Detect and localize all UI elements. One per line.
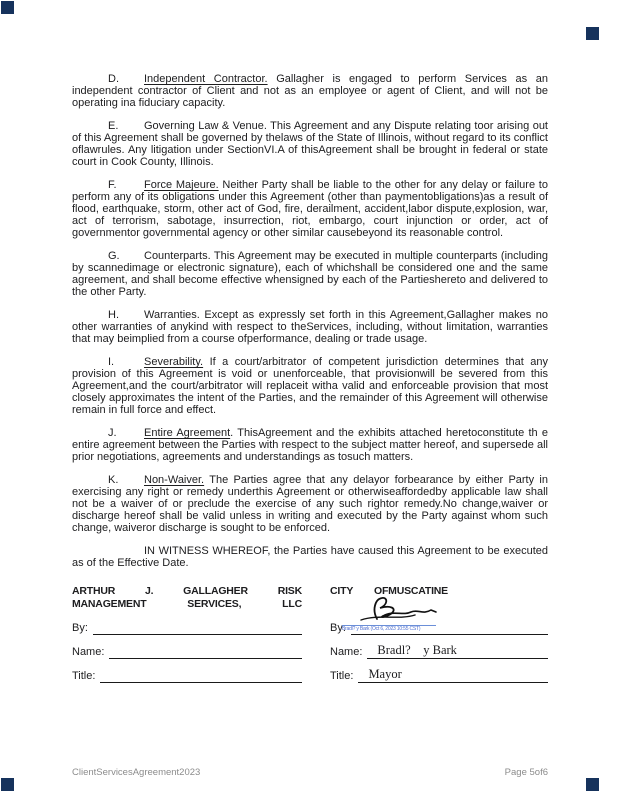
signature-line-by-left: [93, 618, 302, 635]
paragraph-body: If a court/arbitrator of competent jurisdiction determines that any provision of this Agreement is void or unenforceable, that provisionwill be severed from this Agreement,and the court/arbitrator will replaceit witha valid and enforceable provision that most closely approximates the intent of the Parties, and the remainder of this Agreement will otherwise remain in full force and effect.: [72, 356, 548, 416]
page-footer: [72, 767, 548, 778]
signature-line-title-left: [100, 666, 302, 683]
party-name-gallagher: [72, 585, 302, 611]
party-name-line: CITY OFMUSCATINE: [330, 585, 448, 597]
signature-scribble: [347, 595, 439, 625]
paragraph-independent-contractor: [72, 73, 548, 109]
paragraph-letter: K.: [108, 474, 119, 486]
paragraph-letter: I.: [108, 356, 115, 368]
paragraph-entire-agreement: [72, 427, 548, 463]
signature-line-title-right: [358, 666, 548, 683]
title-label: Title:: [330, 670, 354, 682]
paragraph-body: This Agreement may be executed in multiple counterparts (including by scannedimage or electronic signature), each of whichshall be considered one and the same agreement, and shall become effective whensigned by each of the Partieshereto and delivered to the other Party.: [72, 250, 548, 298]
party-name-line: MANAGEMENT SERVICES, LLC: [72, 598, 302, 610]
signature-area: [72, 585, 548, 683]
by-label: By:: [330, 622, 346, 634]
signature-block-gallagher: [72, 585, 302, 683]
paragraph-heading: Warranties.: [144, 309, 200, 321]
paragraph-heading: Force Majeure.: [144, 179, 219, 191]
paragraph-letter: H.: [108, 309, 119, 321]
name-row-right: [330, 635, 548, 659]
title-row-right: [330, 659, 548, 683]
corner-mark-bottom-left: [1, 778, 14, 791]
paragraph-body: Except as expressly set forth in this Agreement,Gallagher makes no other warranties of anykind with respect to theServices, including, without limitation, warranties that may beimplied from a course ofperformance, dealing or trade usage.: [72, 309, 548, 345]
paragraph-letter: G.: [108, 250, 120, 262]
corner-mark-top-left: [1, 1, 14, 14]
paragraph-letter: D.: [108, 73, 119, 85]
paragraph-heading: Non-Waiver.: [144, 474, 205, 486]
corner-mark-top-right: [586, 27, 599, 40]
signature-line-by-right: [341, 618, 548, 635]
esign-stamp-text: Bradl? y Bark (Oct 6, 2023 10:55 CST): [341, 626, 421, 632]
paragraph-body: The Parties agree that any delayor forbearance by either Party in exercising any right or remedy underthis Agreement or otherwiseaffordedby applicable law shall not be a waiver of or preclude the exercise of any such rightor remedy.No change,waiver or discharge hereof shall be valid unless in writing and executed by the Party against whom such change, waiveror discharge is sought to be enforced.: [72, 474, 548, 534]
paragraph-letter: E.: [108, 120, 119, 132]
paragraph-body: Neither Party shall be liable to the other for any delay or failure to perform any of its obligations under this Agreement (other than paymentobligations)as a result of flood, earthquake, storm, other act of God, fire, derailment, accident,labor dispute,explosion, war, act of terrorism, sabotage, insurrection, riot, embargo, court injunction or order, act of governmentor governmental agency or other similar causebeyond its reasonable control.: [72, 179, 548, 239]
corner-mark-bottom-right: [586, 778, 599, 791]
signed-title-text: Mayor: [368, 667, 402, 681]
by-row-right: [330, 611, 548, 635]
paragraph-heading: Governing Law & Venue.: [144, 120, 267, 132]
paragraph-severability: [72, 356, 548, 416]
title-label: Title:: [72, 670, 96, 682]
paragraph-counterparts: [72, 250, 548, 298]
paragraph-governing-law: [72, 120, 548, 168]
paragraph-warranties: [72, 309, 548, 345]
document-body: [72, 73, 548, 683]
by-label: By:: [72, 622, 88, 634]
paragraph-heading: Severability.: [144, 356, 204, 368]
name-label: Name:: [72, 646, 105, 658]
paragraph-body: Gallagher is engaged to perform Services as an independent contractor of Client and not as an employee or agent of Client, and will not be operating ina fiduciary capacity.: [72, 73, 548, 109]
name-label: Name:: [330, 646, 363, 658]
paragraph-letter: J.: [108, 427, 117, 439]
witness-clause: [72, 545, 548, 569]
signature-block-city: [330, 585, 548, 683]
footer-page-number: Page 5of6: [504, 767, 548, 778]
signature-line-name-left: [109, 642, 302, 659]
title-row-left: [72, 659, 302, 683]
party-name-line: ARTHUR J. GALLAGHER RISK: [72, 585, 302, 597]
by-row-left: [72, 611, 302, 635]
footer-document-title: ClientServicesAgreement2023: [72, 767, 201, 778]
paragraph-letter: F.: [108, 179, 117, 191]
paragraph-heading: Entire Agreement: [144, 427, 231, 439]
paragraph-heading: Counterparts.: [144, 250, 211, 262]
paragraph-heading: Independent Contractor.: [144, 73, 268, 85]
paragraph-force-majeure: [72, 179, 548, 239]
paragraph-body: This Agreement and any Dispute relating toor arising out of this Agreement shall be governed by thelaws of the State of Illinois, without regard to its conflict oflawrules. Any litigation under SectionVI.A of thisAgreement shall be brought in federal or state court in Cook County, Illinois.: [72, 120, 548, 168]
paragraph-non-waiver: [72, 474, 548, 534]
witness-text: IN WITNESS WHEREOF, the Parties have caused this Agreement to be executed as of the Effective Date.: [72, 545, 548, 569]
paragraph-body: . ThisAgreement and the exhibits attached heretoconstitute th e entire agreement between the Parties with respect to the subject matter hereof, and supersede all prior negotiations, agreements and understandings as tosuch matters.: [72, 427, 548, 463]
name-row-left: [72, 635, 302, 659]
signature-line-name-right: [367, 642, 548, 659]
signed-name-text: Bradl? y Bark: [377, 643, 457, 657]
